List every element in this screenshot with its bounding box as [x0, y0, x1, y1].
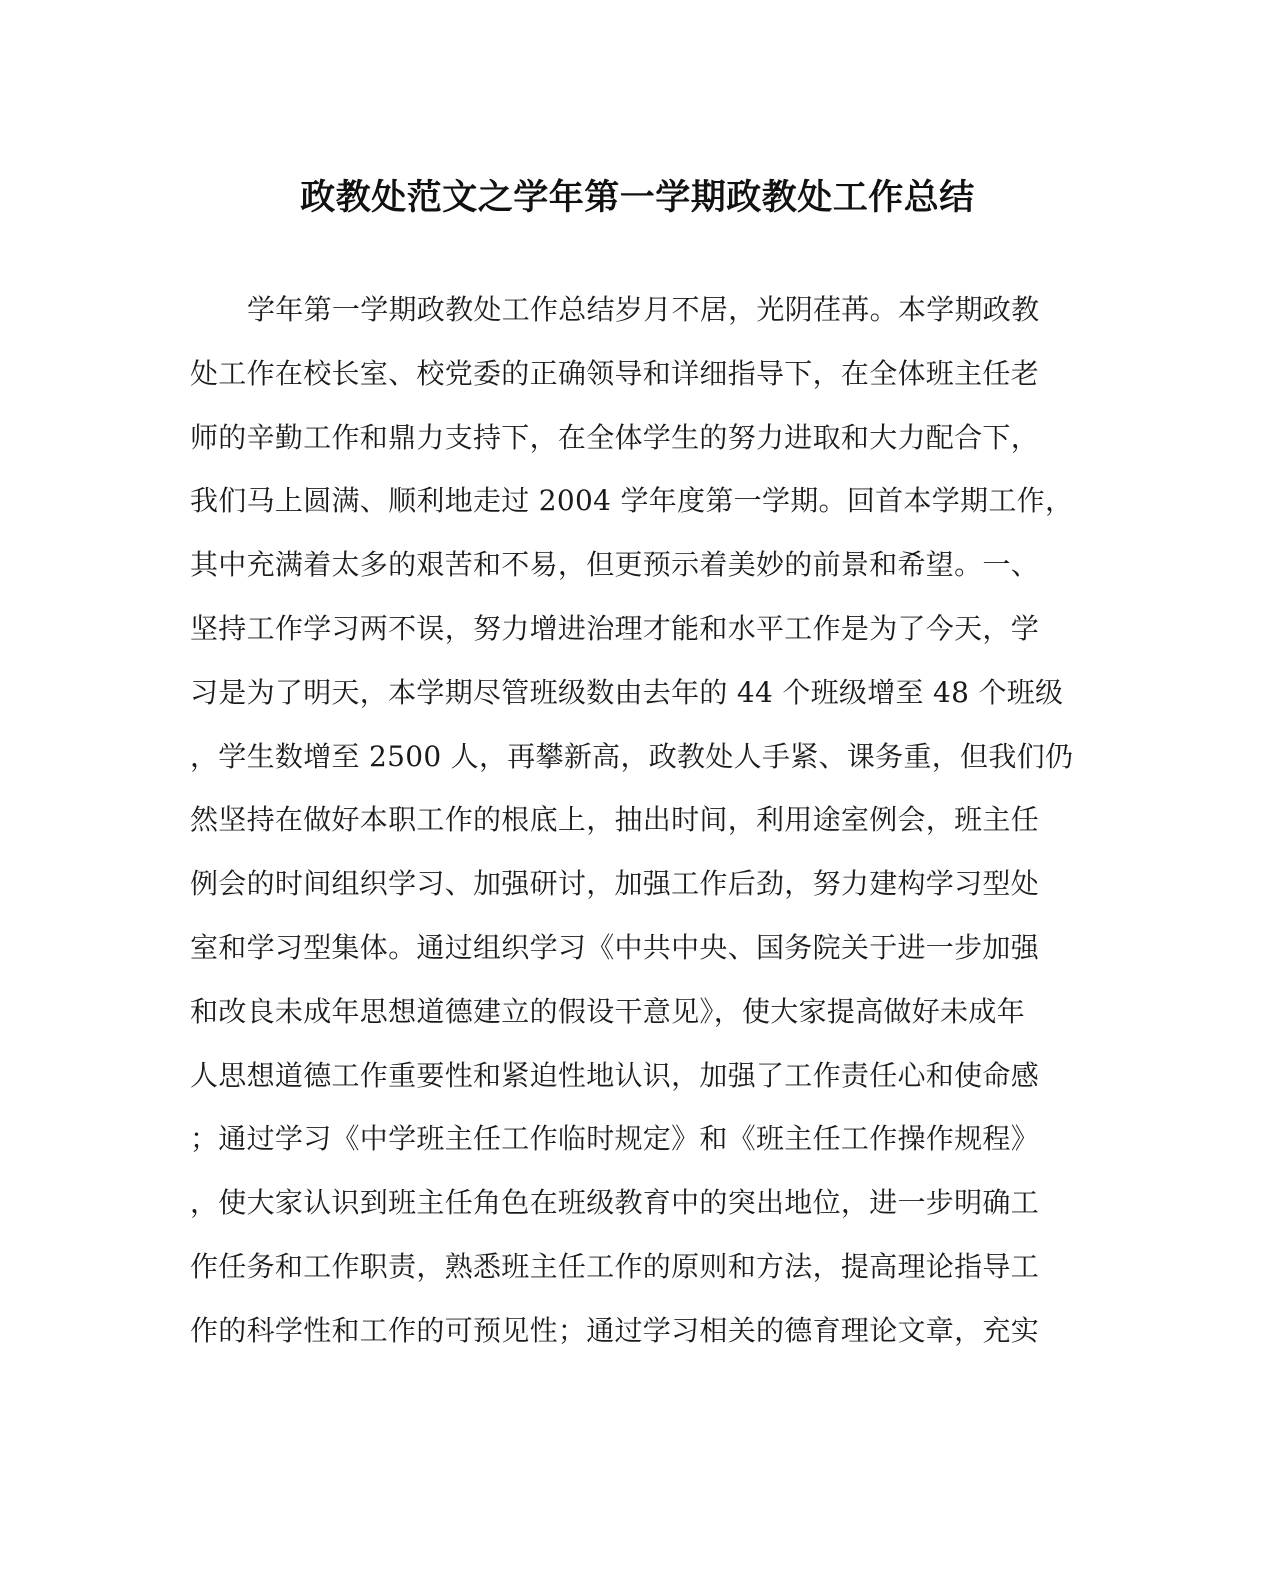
body-line: 学年第一学期政教处工作总结岁月不居，光阴荏苒。本学期政教: [247, 293, 1040, 326]
body-line: 我们马上圆满、顺利地走过 2004 学年度第一学期。回首本学期工作，: [190, 484, 1074, 518]
body-line: 室和学习型集体。通过组织学习《中共中央、国务院关于进一步加强: [190, 930, 1040, 964]
body-line: 处工作在校长室、校党委的正确领导和详细指导下，在全体班主任老: [190, 356, 1040, 390]
body-line: ，使大家认识到班主任角色在班级教育中的突出地位，进一步明确工: [190, 1186, 1040, 1220]
document-title: 政教处范文之学年第一学期政教处工作总结: [300, 177, 975, 218]
document-body: [190, 278, 1074, 1363]
body-line: 例会的时间组织学习、加强研讨，加强工作后劲，努力建构学习型处: [190, 867, 1040, 901]
body-line: 习是为了明天，本学期尽管班级数由去年的 44 个班级增至 48 个班级: [190, 675, 1064, 709]
body-line: ；通过学习《中学班主任工作临时规定》和《班主任工作操作规程》: [190, 1122, 1040, 1156]
body-line: 师的辛勤工作和鼎力支持下，在全体学生的努力进取和大力配合下，: [190, 420, 1040, 454]
body-line: 人思想道德工作重要性和紧迫性地认识，加强了工作责任心和使命感: [190, 1058, 1040, 1092]
body-line: 其中充满着太多的艰苦和不易，但更预示着美妙的前景和希望。一、: [190, 548, 1040, 582]
body-line: 坚持工作学习两不误，努力增进治理才能和水平工作是为了今天，学: [190, 611, 1040, 645]
body-line: ，学生数增至 2500 人，再攀新高，政教处人手紧、课务重，但我们仍: [190, 739, 1074, 773]
body-line: 作任务和工作职责，熟悉班主任工作的原则和方法，提高理论指导工: [190, 1249, 1040, 1283]
body-line: 和改良未成年思想道德建立的假设干意见》，使大家提高做好未成年: [190, 994, 1026, 1028]
body-line: 作的科学性和工作的可预见性；通过学习相关的德育理论文章，充实: [190, 1313, 1040, 1347]
body-line: 然坚持在做好本职工作的根底上，抽出时间，利用途室例会，班主任: [190, 803, 1040, 837]
